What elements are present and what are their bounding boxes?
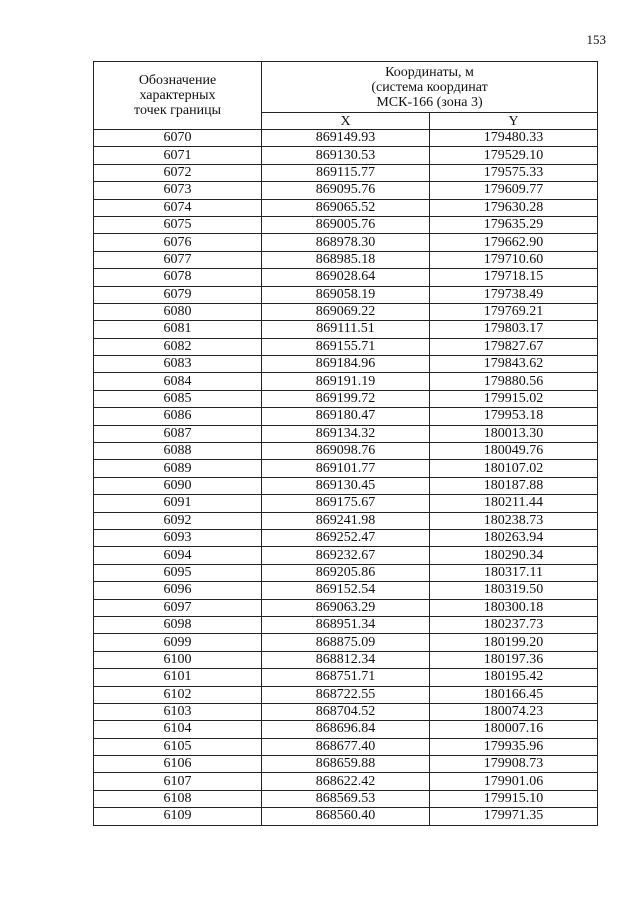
table-row (94, 390, 598, 407)
point-id-cell: 6082 (94, 338, 262, 355)
table-row (94, 182, 598, 199)
x-coordinate-cell: 869130.45 (262, 477, 430, 494)
x-coordinate-cell: 869180.47 (262, 408, 430, 425)
table-row (94, 599, 598, 616)
point-id-cell: 6109 (94, 808, 262, 825)
table-row (94, 269, 598, 286)
x-coordinate-cell: 868951.34 (262, 616, 430, 633)
table-row (94, 564, 598, 581)
x-coordinate-cell: 869134.32 (262, 425, 430, 442)
point-id-cell: 6098 (94, 616, 262, 633)
x-coordinate-cell: 869095.76 (262, 182, 430, 199)
point-id-cell: 6108 (94, 790, 262, 807)
y-coordinate-cell: 180300.18 (430, 599, 598, 616)
table-row (94, 199, 598, 216)
y-coordinate-cell: 179769.21 (430, 303, 598, 320)
point-id-cell: 6097 (94, 599, 262, 616)
table-row (94, 547, 598, 564)
y-coordinate-cell: 179529.10 (430, 147, 598, 164)
point-id-cell: 6076 (94, 234, 262, 251)
table-row (94, 512, 598, 529)
y-coordinate-cell: 179880.56 (430, 373, 598, 390)
x-coordinate-cell: 868622.42 (262, 773, 430, 790)
point-id-cell: 6087 (94, 425, 262, 442)
point-id-cell: 6102 (94, 686, 262, 703)
header-y: Y (430, 113, 598, 130)
x-coordinate-cell: 869111.51 (262, 321, 430, 338)
y-coordinate-cell: 180290.34 (430, 547, 598, 564)
header-coordinates (262, 62, 598, 113)
table-row (94, 234, 598, 251)
point-id-cell: 6105 (94, 738, 262, 755)
table-row (94, 373, 598, 390)
x-coordinate-cell: 869069.22 (262, 303, 430, 320)
table-row (94, 616, 598, 633)
point-id-cell: 6089 (94, 460, 262, 477)
point-id-cell: 6077 (94, 251, 262, 268)
y-coordinate-cell: 179935.96 (430, 738, 598, 755)
point-id-cell: 6085 (94, 390, 262, 407)
y-coordinate-cell: 179575.33 (430, 164, 598, 181)
page-number: 153 (586, 32, 606, 47)
point-id-cell: 6092 (94, 512, 262, 529)
y-coordinate-cell: 180049.76 (430, 443, 598, 460)
table-row (94, 790, 598, 807)
x-coordinate-cell: 869028.64 (262, 269, 430, 286)
y-coordinate-cell: 180317.11 (430, 564, 598, 581)
point-id-cell: 6075 (94, 216, 262, 233)
point-id-cell: 6081 (94, 321, 262, 338)
point-id-cell: 6083 (94, 356, 262, 373)
x-coordinate-cell: 868677.40 (262, 738, 430, 755)
y-coordinate-cell: 180238.73 (430, 512, 598, 529)
point-id-cell: 6099 (94, 634, 262, 651)
y-coordinate-cell: 179738.49 (430, 286, 598, 303)
y-coordinate-cell: 179901.06 (430, 773, 598, 790)
x-coordinate-cell: 869199.72 (262, 390, 430, 407)
point-id-cell: 6093 (94, 529, 262, 546)
y-coordinate-cell: 179915.02 (430, 390, 598, 407)
y-coordinate-cell: 179662.90 (430, 234, 598, 251)
point-id-cell: 6107 (94, 773, 262, 790)
y-coordinate-cell: 180007.16 (430, 721, 598, 738)
y-coordinate-cell: 180319.50 (430, 582, 598, 599)
x-coordinate-cell: 869115.77 (262, 164, 430, 181)
table-row (94, 495, 598, 512)
y-coordinate-cell: 179609.77 (430, 182, 598, 199)
x-coordinate-cell: 869063.29 (262, 599, 430, 616)
table-row (94, 738, 598, 755)
table-row (94, 773, 598, 790)
x-coordinate-cell: 868875.09 (262, 634, 430, 651)
point-id-cell: 6103 (94, 703, 262, 720)
x-coordinate-cell: 869241.98 (262, 512, 430, 529)
header-x: X (262, 113, 430, 130)
x-coordinate-cell: 868812.34 (262, 651, 430, 668)
point-id-cell: 6072 (94, 164, 262, 181)
point-id-cell: 6094 (94, 547, 262, 564)
table-row (94, 425, 598, 442)
x-coordinate-cell: 869065.52 (262, 199, 430, 216)
y-coordinate-cell: 179915.10 (430, 790, 598, 807)
y-coordinate-cell: 179480.33 (430, 130, 598, 147)
point-id-cell: 6096 (94, 582, 262, 599)
x-coordinate-cell: 868569.53 (262, 790, 430, 807)
x-coordinate-cell: 868704.52 (262, 703, 430, 720)
table-row (94, 651, 598, 668)
y-coordinate-cell: 179827.67 (430, 338, 598, 355)
header-point-line: характерных (139, 88, 216, 103)
x-coordinate-cell: 869191.19 (262, 373, 430, 390)
y-coordinate-cell: 179803.17 (430, 321, 598, 338)
table-row (94, 164, 598, 181)
table-row (94, 686, 598, 703)
table-row (94, 721, 598, 738)
point-id-cell: 6078 (94, 269, 262, 286)
x-coordinate-cell: 869232.67 (262, 547, 430, 564)
table-row (94, 460, 598, 477)
y-coordinate-cell: 180166.45 (430, 686, 598, 703)
x-coordinate-cell: 868985.18 (262, 251, 430, 268)
y-coordinate-cell: 180195.42 (430, 669, 598, 686)
header-point-line: Обозначение (138, 73, 217, 88)
table-row (94, 303, 598, 320)
y-coordinate-cell: 180074.23 (430, 703, 598, 720)
header-point-designation (94, 62, 262, 130)
x-coordinate-cell: 869155.71 (262, 338, 430, 355)
table-row (94, 321, 598, 338)
table-row (94, 130, 598, 147)
header-row (94, 62, 598, 113)
y-coordinate-cell: 180197.36 (430, 651, 598, 668)
table-row (94, 756, 598, 773)
point-id-cell: 6080 (94, 303, 262, 320)
point-id-cell: 6104 (94, 721, 262, 738)
table-row (94, 356, 598, 373)
table-row (94, 147, 598, 164)
table-row (94, 477, 598, 494)
header-coords-line: Координаты, м (385, 64, 474, 80)
x-coordinate-cell: 869152.54 (262, 582, 430, 599)
x-coordinate-cell: 869005.76 (262, 216, 430, 233)
x-coordinate-cell: 868978.30 (262, 234, 430, 251)
coordinates-table-wrapper (93, 61, 597, 826)
x-coordinate-cell: 868696.84 (262, 721, 430, 738)
x-coordinate-cell: 869184.96 (262, 356, 430, 373)
table-body (94, 130, 598, 826)
y-coordinate-cell: 180211.44 (430, 495, 598, 512)
x-coordinate-cell: 868659.88 (262, 756, 430, 773)
point-id-cell: 6101 (94, 669, 262, 686)
table-row (94, 443, 598, 460)
point-id-cell: 6073 (94, 182, 262, 199)
table-row (94, 669, 598, 686)
table-row (94, 251, 598, 268)
y-coordinate-cell: 180187.88 (430, 477, 598, 494)
x-coordinate-cell: 869205.86 (262, 564, 430, 581)
point-id-cell: 6086 (94, 408, 262, 425)
x-coordinate-cell: 869058.19 (262, 286, 430, 303)
header-coords-line: (система координат (371, 79, 488, 95)
table-row (94, 216, 598, 233)
y-coordinate-cell: 179908.73 (430, 756, 598, 773)
y-coordinate-cell: 179953.18 (430, 408, 598, 425)
x-coordinate-cell: 869149.93 (262, 130, 430, 147)
x-coordinate-cell: 868560.40 (262, 808, 430, 825)
x-coordinate-cell: 869252.47 (262, 529, 430, 546)
y-coordinate-cell: 180237.73 (430, 616, 598, 633)
point-id-cell: 6071 (94, 147, 262, 164)
x-coordinate-cell: 869130.53 (262, 147, 430, 164)
y-coordinate-cell: 179630.28 (430, 199, 598, 216)
y-coordinate-cell: 179710.60 (430, 251, 598, 268)
point-id-cell: 6106 (94, 756, 262, 773)
table-row (94, 582, 598, 599)
table-row (94, 338, 598, 355)
point-id-cell: 6095 (94, 564, 262, 581)
y-coordinate-cell: 179718.15 (430, 269, 598, 286)
point-id-cell: 6079 (94, 286, 262, 303)
y-coordinate-cell: 179635.29 (430, 216, 598, 233)
table-row (94, 529, 598, 546)
x-coordinate-cell: 868722.55 (262, 686, 430, 703)
y-coordinate-cell: 180107.02 (430, 460, 598, 477)
table-row (94, 808, 598, 825)
y-coordinate-cell: 179971.35 (430, 808, 598, 825)
point-id-cell: 6070 (94, 130, 262, 147)
header-point-line: точек границы (134, 103, 221, 118)
point-id-cell: 6100 (94, 651, 262, 668)
y-coordinate-cell: 179843.62 (430, 356, 598, 373)
table-row (94, 703, 598, 720)
table-row (94, 634, 598, 651)
x-coordinate-cell: 869098.76 (262, 443, 430, 460)
x-coordinate-cell: 869101.77 (262, 460, 430, 477)
table-row (94, 286, 598, 303)
point-id-cell: 6090 (94, 477, 262, 494)
y-coordinate-cell: 180199.20 (430, 634, 598, 651)
point-id-cell: 6088 (94, 443, 262, 460)
point-id-cell: 6091 (94, 495, 262, 512)
x-coordinate-cell: 869175.67 (262, 495, 430, 512)
point-id-cell: 6074 (94, 199, 262, 216)
y-coordinate-cell: 180013.30 (430, 425, 598, 442)
header-coords-line: МСК-166 (зона 3) (376, 94, 483, 110)
y-coordinate-cell: 180263.94 (430, 529, 598, 546)
table-row (94, 408, 598, 425)
coordinates-table (93, 61, 598, 826)
point-id-cell: 6084 (94, 373, 262, 390)
x-coordinate-cell: 868751.71 (262, 669, 430, 686)
